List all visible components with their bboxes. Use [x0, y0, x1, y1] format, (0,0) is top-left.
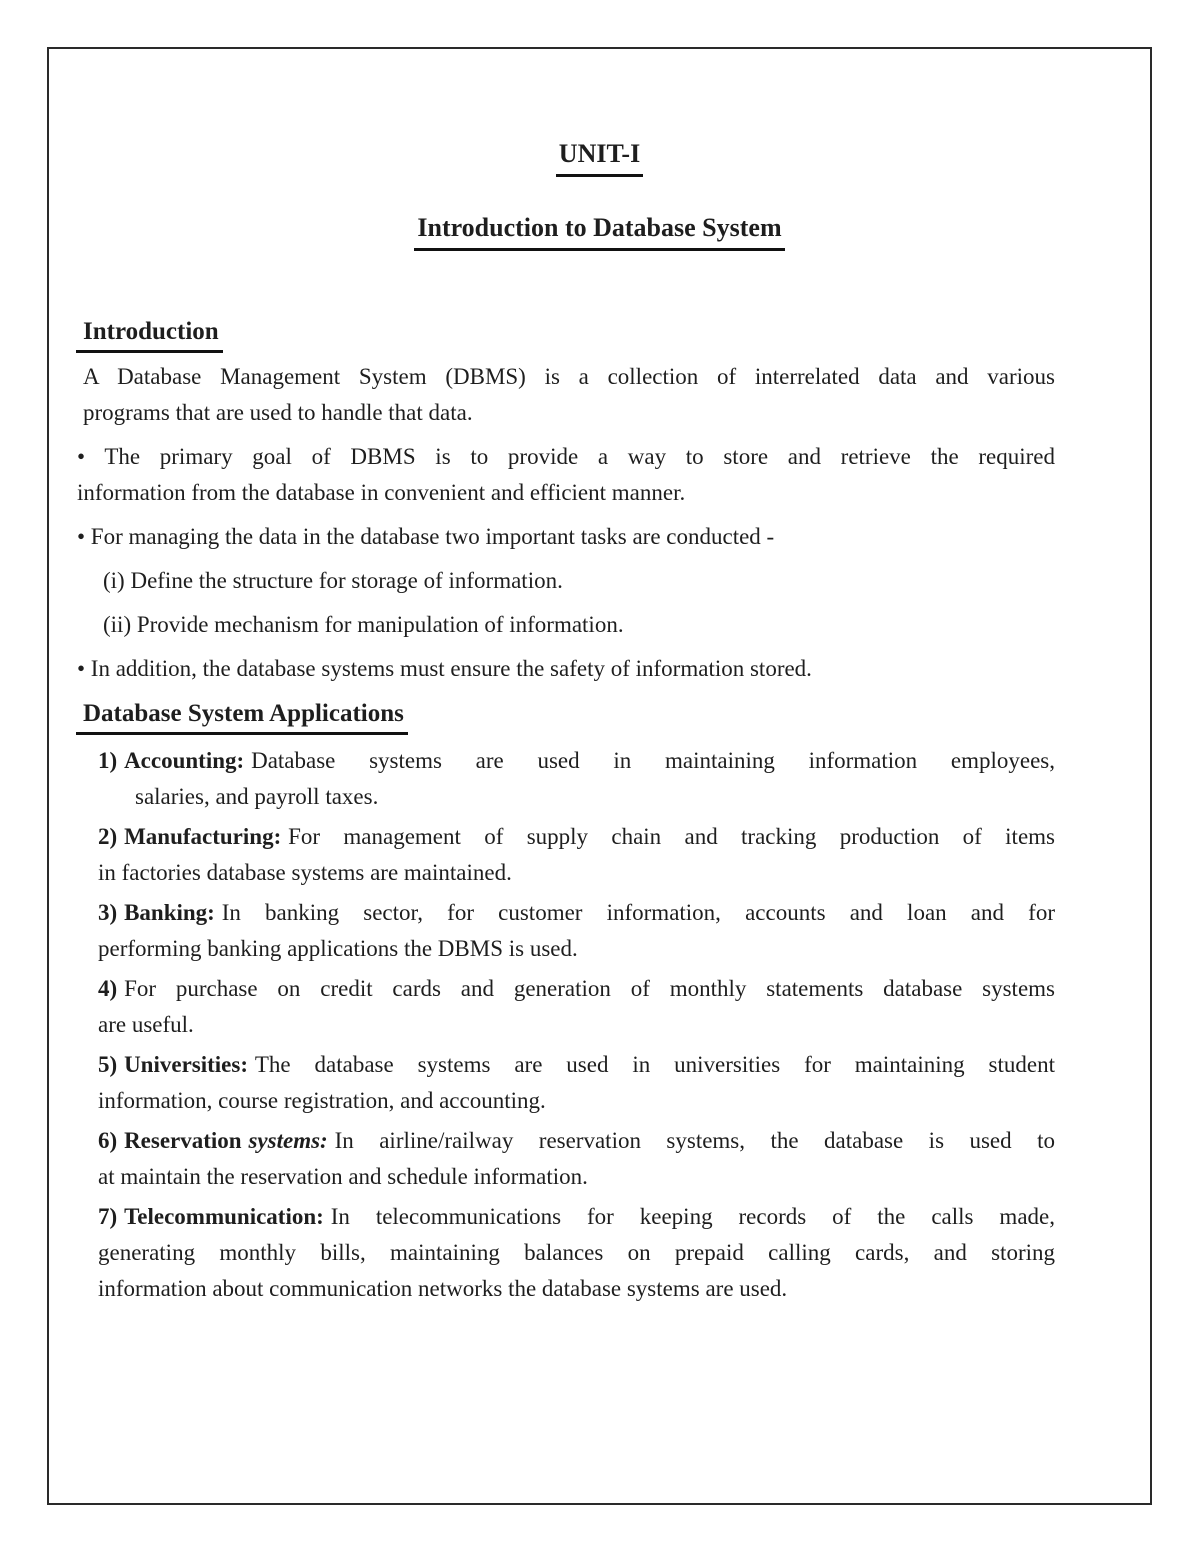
page-border: [47, 47, 1152, 1505]
item-label: Accounting:: [124, 748, 245, 773]
paragraph-line: (ii) Provide mechanism for manipulation of information.: [103, 612, 624, 637]
sub-item-i: [103, 563, 1055, 599]
paragraph-line: [98, 1123, 1055, 1159]
paragraph-line: [98, 1199, 1055, 1235]
title-block: [49, 49, 1150, 251]
item-label: Manufacturing:: [124, 824, 282, 849]
bullet-item-safety: [77, 651, 1055, 687]
paragraph-line: performing banking applications the DBMS is used.: [98, 936, 578, 961]
sub-item-ii: [103, 607, 1055, 643]
app-item-credit-cards: [98, 971, 1055, 1043]
paragraph-line: programs that are used to handle that data.: [83, 400, 473, 425]
item-text: In banking sector, for customer information, accounts and loan and for: [221, 900, 1055, 925]
paragraph-line: in factories database systems are maintained.: [98, 860, 512, 885]
app-item-manufacturing: [98, 819, 1055, 891]
bullet-item-primary-goal: [77, 439, 1055, 511]
item-number: 4): [98, 976, 118, 1001]
item-number: 6): [98, 1128, 118, 1153]
item-number: 2): [98, 824, 118, 849]
item-label: Reservation: [124, 1128, 242, 1153]
document-title: [49, 211, 1150, 251]
item-text: In airline/railway reservation systems, the database is used to: [334, 1128, 1055, 1153]
app-item-universities: [98, 1047, 1055, 1119]
paragraph-line: information, course registration, and accounting.: [98, 1088, 546, 1113]
paragraph-line: • For managing the data in the database two important tasks are conducted -: [77, 524, 775, 549]
unit-title: [49, 137, 1150, 177]
paragraph-line: [98, 895, 1055, 931]
app-item-telecommunication: [98, 1199, 1055, 1307]
app-item-banking: [98, 895, 1055, 967]
paragraph-line: are useful.: [98, 1012, 194, 1037]
paragraph-line: • In addition, the database systems must ensure the safety of information stored.: [77, 656, 812, 681]
paragraph-line: information about communication networks the database systems are used.: [98, 1276, 788, 1301]
item-label: Universities:: [124, 1052, 248, 1077]
bullet-item-managing-data: [77, 519, 1055, 555]
document-title-text: Introduction to Database System: [414, 211, 784, 251]
intro-paragraph: [83, 359, 1055, 431]
item-text: For management of supply chain and tracking production of items: [288, 824, 1055, 849]
paragraph-line: at maintain the reservation and schedule information.: [98, 1164, 588, 1189]
introduction-heading: Introduction: [83, 315, 1055, 353]
unit-title-text: UNIT-I: [556, 137, 643, 177]
item-text: For purchase on credit cards and generation of monthly statements database systems: [124, 976, 1055, 1001]
paragraph-line: [98, 819, 1055, 855]
paragraph-line: generating monthly bills, maintaining balances on prepaid calling cards, and storing: [98, 1240, 1055, 1265]
item-number: 5): [98, 1052, 118, 1077]
item-label: Telecommunication:: [124, 1204, 324, 1229]
paragraph-line: [98, 1047, 1055, 1083]
item-number: 1): [98, 748, 118, 773]
page-content: [49, 315, 1150, 1307]
paragraph-line: salaries, and payroll taxes.: [135, 784, 379, 809]
item-text: The database systems are used in universities for maintaining student: [254, 1052, 1055, 1077]
paragraph-line: A Database Management System (DBMS) is a collection of interrelated data and various: [83, 364, 1055, 389]
item-text: Database systems are used in maintaining information employees,: [251, 748, 1055, 773]
app-item-accounting: [98, 743, 1055, 815]
applications-list: [83, 743, 1055, 1307]
item-text: In telecommunications for keeping records of the calls made,: [330, 1204, 1055, 1229]
item-number: 3): [98, 900, 118, 925]
paragraph-line: [98, 743, 1055, 779]
item-number: 7): [98, 1204, 118, 1229]
app-item-reservation-systems: [98, 1123, 1055, 1195]
paragraph-line: (i) Define the structure for storage of information.: [103, 568, 563, 593]
paragraph-line: information from the database in convenient and efficient manner.: [77, 480, 686, 505]
item-label: Banking:: [124, 900, 215, 925]
applications-heading: Database System Applications: [83, 697, 1055, 735]
item-label-italic: systems:: [248, 1128, 328, 1153]
paragraph-line: [98, 971, 1055, 1007]
paragraph-line: • The primary goal of DBMS is to provide a way to store and retrieve the required: [77, 444, 1055, 469]
